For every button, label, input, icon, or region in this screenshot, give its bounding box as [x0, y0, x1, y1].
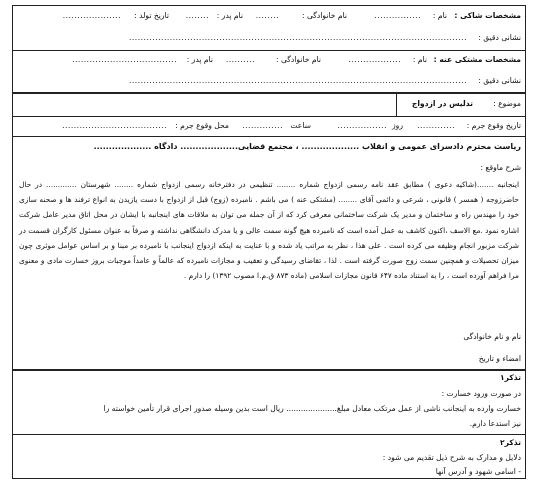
- complaint-form: [12, 5, 526, 479]
- note1-line3: نیز استدعا دارم.: [469, 419, 521, 428]
- defendant-family-field[interactable]: ..........: [225, 55, 255, 64]
- complainant-name-label: نام :: [432, 11, 447, 20]
- divider: [13, 92, 525, 94]
- note2-line1: دلایل و مدارک به شرح ذیل تقدیم می شود :: [382, 453, 521, 462]
- incident-time-field[interactable]: ..............: [242, 121, 283, 130]
- defendant-name-label: نام :: [412, 55, 427, 64]
- divider: [13, 369, 525, 371]
- subject-value: تدلیس در ازدواج: [411, 99, 473, 108]
- incident-date-label: تاریخ وقوع جرم :: [466, 121, 521, 130]
- complainant-father-field[interactable]: ........: [185, 11, 209, 20]
- incident-day-field[interactable]: .................: [337, 121, 387, 130]
- divider: [13, 136, 525, 137]
- description-text: اینجانبه .......(شاکیه دعوی ) مطابق عقد نامه رسمی ازدواج شماره ........ تنظیمی در دفترخانه رسمی ازدواج شماره ........ شهرستان ............. در حال حاضرزوجه ( همسر ) قانونی ، شرعی و دائمی آقای ........ (مشتکی عنه ) می باشم . نامبرده (زوج) قبل از ازدواج با دست یازیدن به انواع ترفند ها و صحنه سازی خود را مهندس راه و ساختمان و مدیر یک شرکت ساختمانی معرفی کرد که از آن جمله می توان به ملاقات های اینجانبه با ایشان در محل اتاق مدیر عامل شرکت اشاره نمود .مع الاسف ،اکنون کاشف به عمل آمده است که نامبرده هیچ گونه سمت عالی و یا مدرک دانشگاهی نداشته و صرفاً به عنوان مسئول کارگران قسمت در شرکت مزبور انجام وظیفه می کرده است . علی هذا ، نظر به مراتب یاد شده و با عنایت به اینکه ازدواج اینجانب با نامبرده بر مبنا و بر اساس عوامل موثری چون میزان تحصیلات و همچنین سمت زوج صورت گرفته است . لذا ، تقاضای رسیدگی و تعقیب و مجازات نامبرده که عالماً و عامداً موجبات بروز خسارت مادی و معنوی مرا فراهم آورده است ، را به استناد ماده ۶۴۷ قانون مجازات اسلامی (ماده ۸۷۳ ق.م.ا مصوب ۱۳۹۲) را دارم .: [19, 180, 519, 281]
- description-paragraph: [19, 177, 519, 283]
- complainant-name-field[interactable]: ................: [374, 11, 421, 20]
- defendant-address-label: نشانی دقیق :: [478, 76, 521, 85]
- note1-title: تذکر۱: [499, 373, 521, 382]
- incident-place-label: محل وقوع جرم :: [175, 121, 229, 130]
- signature-name: نام و نام خانوادگی: [463, 332, 521, 341]
- note2-title: تذکر۲: [499, 438, 521, 447]
- defendant-father-field[interactable]: ....................................: [72, 55, 177, 64]
- complainant-family-field[interactable]: ........: [255, 11, 279, 20]
- incident-time-label: ساعت: [290, 121, 311, 130]
- subject-label: موضوع :: [493, 99, 521, 108]
- divider: [13, 116, 525, 117]
- note1-line2: خسارت وارده به اینجانب ناشی از عمل مرتکب معادل مبلغ..................... ریال است بدین وسیله صدور اجرای قرار تأمین خواسته را: [103, 404, 521, 413]
- note1-line1: در صورت ورود خسارت :: [441, 389, 521, 398]
- defendant-family-label: نام خانوادگی :: [276, 55, 321, 64]
- complainant-address-field[interactable]: ....................................................................................................................: [128, 33, 467, 42]
- note2-line2: - اسامی شهود و آدرس آنها: [435, 467, 521, 476]
- defendant-heading: مشخصات مشتکی عنه :: [433, 55, 521, 64]
- addressee-line: ریاست محترم دادسرای عمومی و انقلاب ................... ، مجتمع قضایی................... دادگاه ...................: [93, 142, 521, 151]
- complainant-birth-label: تاریخ تولد :: [134, 11, 169, 20]
- complainant-father-label: نام پدر :: [216, 11, 243, 20]
- signature-date: امضاء و تاریخ: [478, 354, 521, 363]
- complainant-family-label: نام خانوادگی :: [302, 11, 347, 20]
- subject-separator: [396, 93, 397, 116]
- complainant-address-label: نشانی دقیق :: [478, 33, 521, 42]
- incident-date-field[interactable]: .............: [417, 121, 455, 130]
- incident-place-field[interactable]: ....................................: [62, 121, 167, 130]
- divider: [13, 50, 525, 51]
- description-heading: شرح ماوقع :: [480, 163, 521, 172]
- divider: [13, 434, 525, 435]
- complainant-birth-field[interactable]: ....................: [62, 11, 121, 20]
- defendant-father-label: نام پدر :: [186, 55, 213, 64]
- complainant-heading: مشخصات شاکی :: [454, 11, 521, 20]
- defendant-address-field[interactable]: ....................................................................................................................: [128, 76, 467, 85]
- defendant-name-field[interactable]: ..................: [348, 55, 401, 64]
- incident-day-label: روز: [391, 121, 403, 130]
